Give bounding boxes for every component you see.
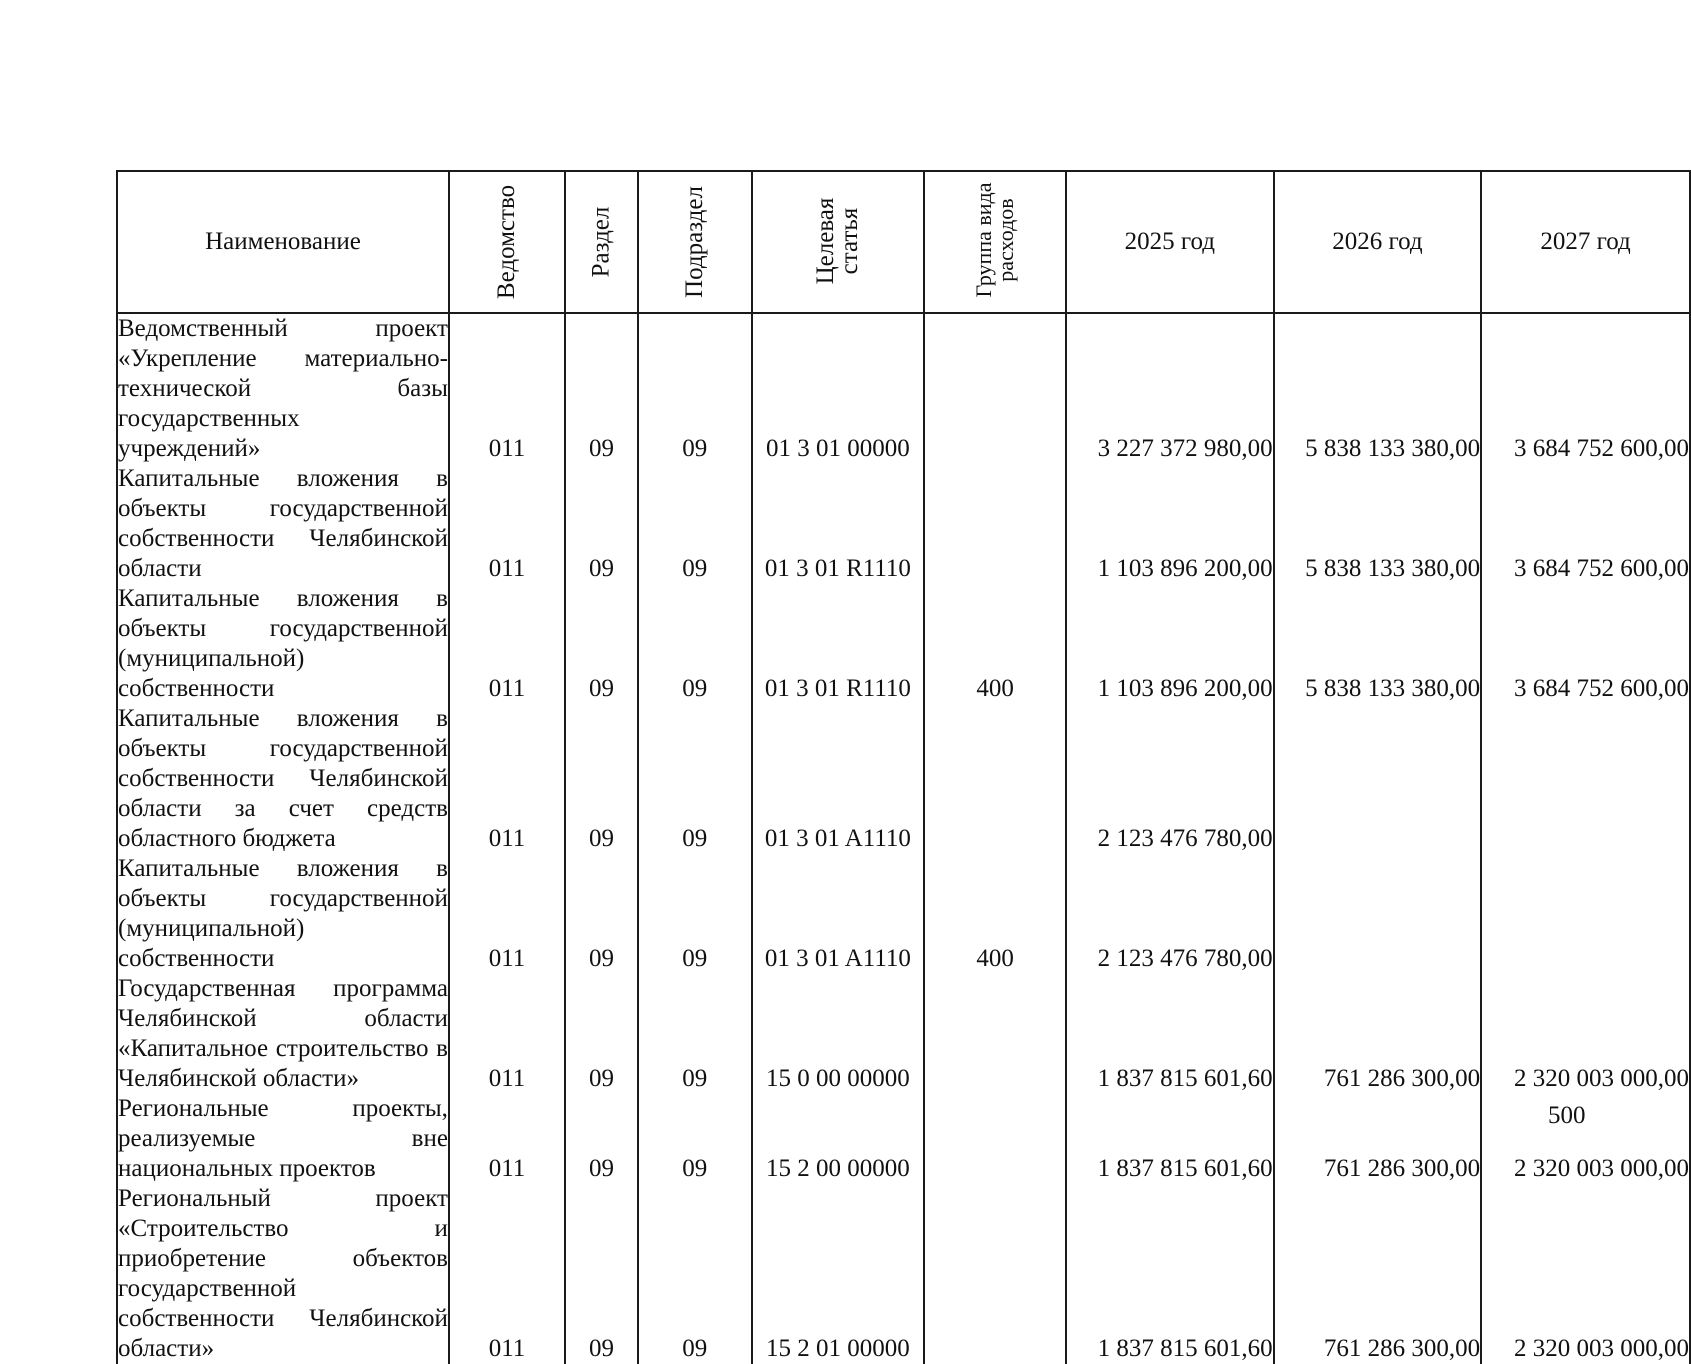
row-amount-2027: 3 684 752 600,00: [1481, 464, 1690, 584]
row-name: Государственная программа Челябинской области «Капитальное строительство в Челябинской области»: [118, 975, 448, 1092]
row-subsection: 09: [638, 464, 752, 584]
row-section: 09: [565, 313, 638, 464]
row-amount-2026: 761 286 300,00: [1274, 1184, 1482, 1364]
row-department: 011: [449, 974, 565, 1094]
row-amount-2025: 1 837 815 601,60: [1066, 1184, 1274, 1364]
table-row: [117, 584, 1690, 704]
row-section: 09: [565, 464, 638, 584]
row-target-article: 01 3 01 R1110: [752, 584, 924, 704]
row-target-article: 01 3 01 00000: [752, 313, 924, 464]
row-amount-2027: 2 320 003 000,00: [1481, 974, 1690, 1094]
row-name: Региональные проекты, реализуемые вне национальных проектов: [118, 1095, 448, 1182]
row-amount-2026: 761 286 300,00: [1274, 974, 1482, 1094]
row-name: Капитальные вложения в объекты государственной собственности Челябинской области: [118, 465, 448, 582]
row-amount-2026: 5 838 133 380,00: [1274, 313, 1482, 464]
row-name: Капитальные вложения в объекты государственной (муниципальной) собственности: [118, 585, 448, 702]
row-amount-2025: 1 103 896 200,00: [1066, 584, 1274, 704]
header-expense-group: Группа вида расходов: [924, 171, 1066, 313]
row-name: Ведомственный проект «Укрепление материально-технической базы государственных учреждений»: [118, 315, 448, 462]
row-target-article: 01 3 01 A1110: [752, 854, 924, 974]
row-amount-2025: 1 837 815 601,60: [1066, 974, 1274, 1094]
row-target-article: 15 2 01 00000: [752, 1184, 924, 1364]
row-target-article: 01 3 01 R1110: [752, 464, 924, 584]
row-expense-group: [924, 1094, 1066, 1184]
row-name: Капитальные вложения в объекты государственной (муниципальной) собственности: [118, 855, 448, 972]
row-section: 09: [565, 1184, 638, 1364]
row-amount-2026: [1274, 704, 1482, 854]
row-amount-2025: 3 227 372 980,00: [1066, 313, 1274, 464]
budget-table: [116, 170, 1691, 1364]
row-expense-group: [924, 313, 1066, 464]
row-amount-2027: 3 684 752 600,00: [1481, 584, 1690, 704]
row-amount-2026: 761 286 300,00: [1274, 1094, 1482, 1184]
row-target-article: 15 0 00 00000: [752, 974, 924, 1094]
row-amount-2026: 5 838 133 380,00: [1274, 464, 1482, 584]
row-amount-2027: 2 320 003 000,00: [1481, 1094, 1690, 1184]
row-amount-2025: 1 103 896 200,00: [1066, 464, 1274, 584]
row-department: 011: [449, 464, 565, 584]
header-subsection: Подраздел: [638, 171, 752, 313]
row-amount-2026: [1274, 854, 1482, 974]
table-row: [117, 1094, 1690, 1184]
row-expense-group: [924, 1184, 1066, 1364]
row-subsection: 09: [638, 1184, 752, 1364]
row-target-article: 01 3 01 A1110: [752, 704, 924, 854]
table-row: [117, 854, 1690, 974]
row-target-article: 15 2 00 00000: [752, 1094, 924, 1184]
row-amount-2025: 2 123 476 780,00: [1066, 854, 1274, 974]
row-name: Региональный проект «Строительство и приобретение объектов государственной собственности Челябинской области»: [118, 1185, 448, 1362]
row-subsection: 09: [638, 854, 752, 974]
table-row: [117, 974, 1690, 1094]
table-header-row: [117, 171, 1690, 313]
table-row: [117, 704, 1690, 854]
row-amount-2027: [1481, 854, 1690, 974]
row-department: 011: [449, 704, 565, 854]
row-subsection: 09: [638, 1094, 752, 1184]
page-number: 500: [1548, 1102, 1586, 1129]
row-department: 011: [449, 313, 565, 464]
row-amount-2025: 2 123 476 780,00: [1066, 704, 1274, 854]
row-expense-group: 400: [924, 854, 1066, 974]
row-section: 09: [565, 854, 638, 974]
header-target-article: Целевая статья: [752, 171, 924, 313]
row-amount-2027: 2 320 003 000,00: [1481, 1184, 1690, 1364]
header-section: Раздел: [565, 171, 638, 313]
table-row: [117, 313, 1690, 464]
row-subsection: 09: [638, 704, 752, 854]
table-row: [117, 464, 1690, 584]
table-row: [117, 1184, 1690, 1364]
row-amount-2026: 5 838 133 380,00: [1274, 584, 1482, 704]
row-name: Капитальные вложения в объекты государственной собственности Челябинской области за счет средств областного бюджета: [118, 705, 448, 852]
row-expense-group: 400: [924, 584, 1066, 704]
row-amount-2025: 1 837 815 601,60: [1066, 1094, 1274, 1184]
row-amount-2027: 3 684 752 600,00: [1481, 313, 1690, 464]
row-department: 011: [449, 584, 565, 704]
row-subsection: 09: [638, 974, 752, 1094]
header-2025: 2025 год: [1066, 171, 1274, 313]
row-subsection: 09: [638, 313, 752, 464]
row-department: 011: [449, 1184, 565, 1364]
row-department: 011: [449, 1094, 565, 1184]
row-department: 011: [449, 854, 565, 974]
row-section: 09: [565, 974, 638, 1094]
header-department: Ведомство: [449, 171, 565, 313]
row-section: 09: [565, 1094, 638, 1184]
row-expense-group: [924, 704, 1066, 854]
row-section: 09: [565, 704, 638, 854]
header-name: Наименование: [117, 171, 449, 313]
row-expense-group: [924, 974, 1066, 1094]
row-subsection: 09: [638, 584, 752, 704]
row-amount-2027: [1481, 704, 1690, 854]
row-expense-group: [924, 464, 1066, 584]
header-2027: 2027 год: [1481, 171, 1690, 313]
header-2026: 2026 год: [1274, 171, 1482, 313]
row-section: 09: [565, 584, 638, 704]
